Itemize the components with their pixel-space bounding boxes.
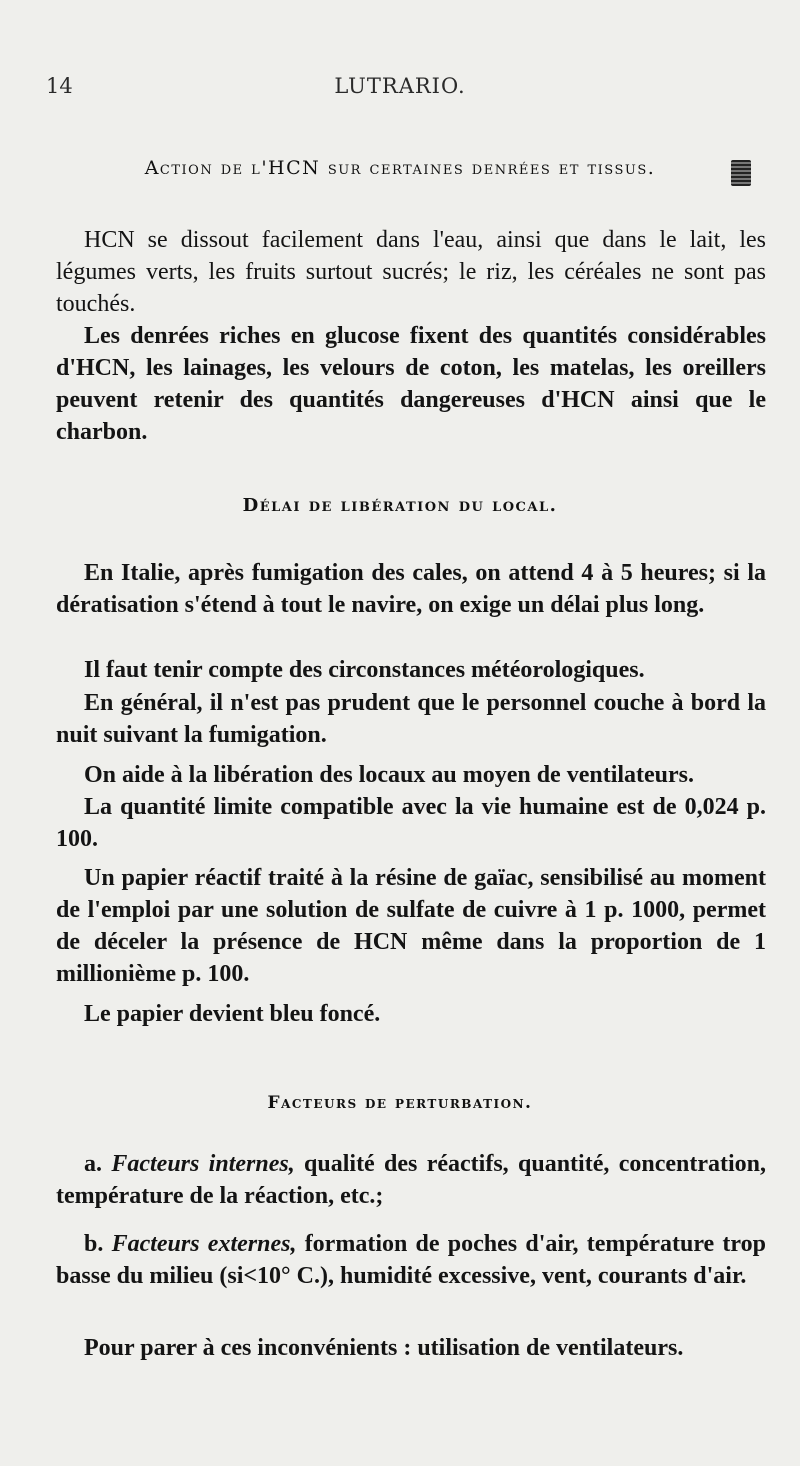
item-label: a.	[84, 1151, 112, 1177]
section-title-action-hcn: Action de l'HCN sur certaines denrées et tissus.	[144, 157, 656, 179]
paragraph: Il faut tenir compte des circonstances météorologiques.	[84, 657, 645, 683]
paragraph: En Italie, après fumigation des cales, on attend 4 à 5 heures; si la dératisation s'étend à tout le navire, on exige un délai plus long.	[56, 560, 766, 618]
section-title-delai-liberation: Délai de libération du local.	[242, 495, 558, 516]
paragraph: HCN se dissout facilement dans l'eau, ainsi que dans le lait, les légumes verts, les fruits surtout sucrés; le riz, les céréales ne sont pas touchés.	[56, 227, 766, 317]
paragraph: Les denrées riches en glucose fixent des quantités considérables d'HCN, les lainages, les velours de coton, les matelas, les oreillers peuvent retenir des quantités dangereuses d'HCN ainsi que le charbon.	[56, 323, 766, 445]
paragraph: En général, il n'est pas prudent que le personnel couche à bord la nuit suivant la fumigation.	[56, 690, 766, 748]
item-text: qualité des réactifs, quantité, concentration, température de la réaction, etc.;	[56, 1151, 766, 1209]
running-title: LUTRARIO.	[334, 74, 466, 98]
paragraph: On aide à la libération des locaux au moyen de ventilateurs.	[84, 762, 695, 788]
paragraph: La quantité limite compatible avec la vie humaine est de 0,024 p. 100.	[56, 794, 766, 852]
item-label: b.	[84, 1231, 112, 1257]
item-term: Facteurs externes,	[111, 1231, 297, 1257]
page-number: 14	[46, 74, 73, 98]
library-stamp	[731, 160, 751, 186]
closing-paragraph: Pour parer à ces inconvénients : utilisation de ventilateurs.	[84, 1335, 684, 1361]
list-item-facteurs-internes	[56, 1148, 766, 1212]
list-item-facteurs-externes	[56, 1228, 766, 1292]
item-text: formation de poches d'air, température trop basse du milieu (si<10° C.), humidité excessive, vent, courants d'air.	[56, 1231, 766, 1289]
paragraph: Le papier devient bleu foncé.	[84, 1001, 381, 1027]
paragraph: Un papier réactif traité à la résine de gaïac, sensibilisé au moment de l'emploi par une solution de sulfate de cuivre à 1 p. 1000, permet de déceler la présence de HCN même dans la proportion de 1 millionième p. 100.	[56, 865, 766, 987]
section-title-facteurs-perturbation: Facteurs de perturbation.	[267, 1093, 533, 1113]
item-term: Facteurs internes,	[111, 1151, 295, 1177]
running-header	[46, 74, 754, 104]
